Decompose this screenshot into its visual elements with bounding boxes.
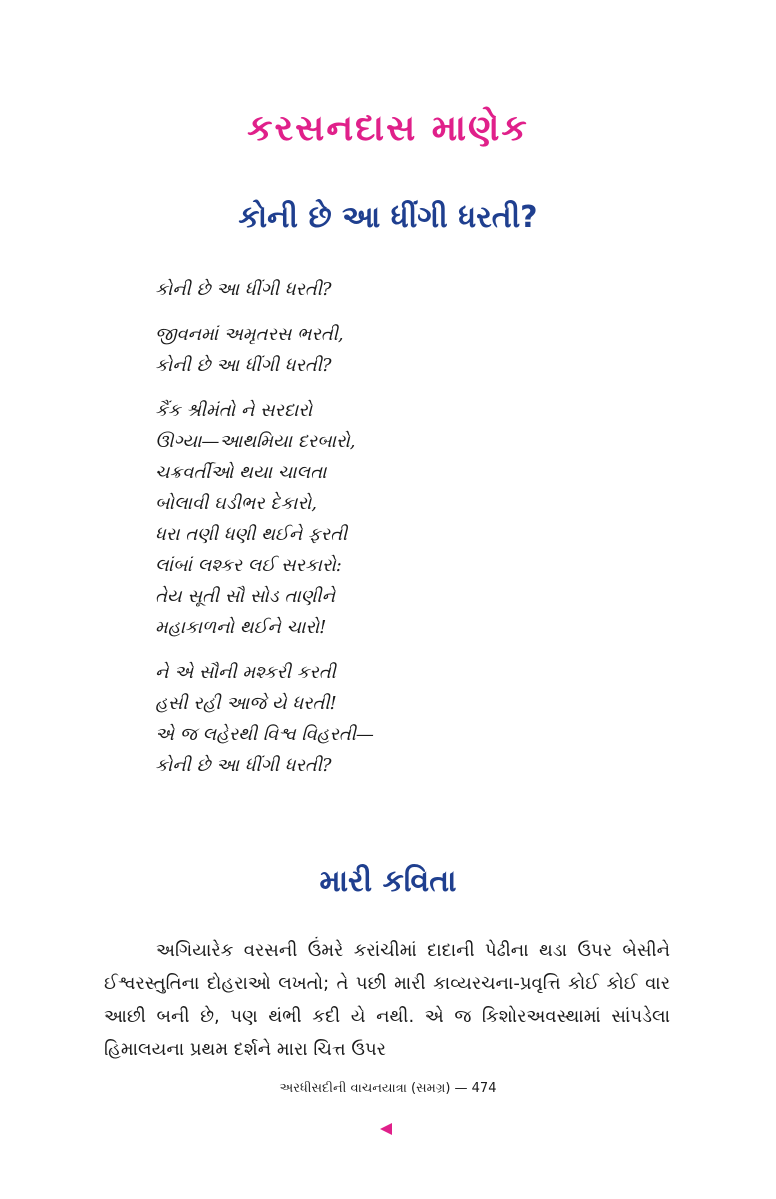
poem-stanza-2 [155, 319, 635, 381]
section-title: મારી કવિતા [319, 864, 457, 899]
poem-line: કોની છે આ ધીંગી ધરતી? [155, 355, 332, 376]
poem-line: હસી રહી આજે યે ધરતી! [155, 693, 337, 714]
poem-line: મહાકાળનો થઈને ચારો! [155, 617, 327, 638]
poem-line: ને એ સૌની મશ્કરી કરતી [155, 662, 336, 683]
poem-stanza-1 [155, 274, 635, 305]
poem-title: કોની છે આ ધીંગી ધરતી? [238, 200, 538, 235]
page-footer: અરધીસદીની વાચનયાત્રા (સમગ્ર) — 474 [279, 1081, 497, 1096]
poem-line: કૈંક શ્રીમંતો ને સરદારો [155, 400, 313, 421]
poem-line: તેય સૂતી સૌ સોડ તાણીને [155, 586, 335, 607]
poem-body [155, 274, 635, 795]
poem-line: ચક્રવર્તીઓ થયા ચાલતા [155, 462, 327, 483]
prose-paragraph: અગિયારેક વરસની ઉંમરે કરાંચીમાં દાદાની પેઢીના થડા ઉપર બેસીને ઈશ્વરસ્તુતિના દોહરાઓ લખતો; તે પછી મારી કાવ્યરચના-પ્રવૃત્તિ કોઈ કોઈ વાર આછી બની છે, પણ થંભી કદી યે નથી. એ જ કિશોરઅવસ્થામાં સાંપડેલા હિમાલયના પ્રથમ દર્શને મારા ચિત્ત ઉપર [104, 940, 670, 1060]
author-name: કરસનદાસ માણેક [247, 108, 529, 149]
poem-line: કોની છે આ ધીંગી ધરતી? [155, 755, 332, 776]
poem-line: લાંબાં લશ્કર લઈ સરકારો: [155, 555, 342, 576]
poem-line: કોની છે આ ધીંગી ધરતી? [155, 279, 332, 300]
left-triangle-icon[interactable] [380, 1123, 392, 1135]
poem-line: બોલાવી ઘડીભર દેકારો, [155, 493, 317, 514]
poem-line: એ જ લહેરથી વિશ્વ વિહરતી— [155, 724, 374, 745]
poem-line: જીવનમાં અમૃતરસ ભરતી, [155, 324, 344, 345]
poem-stanza-4 [155, 657, 635, 781]
prose-block [104, 934, 670, 1066]
poem-stanza-3 [155, 395, 635, 643]
poem-line: ઊગ્યા—આથમિયા દરબારો, [155, 431, 356, 452]
poem-line: ધરા તણી ધણી થઈને ફરતી [155, 524, 348, 545]
